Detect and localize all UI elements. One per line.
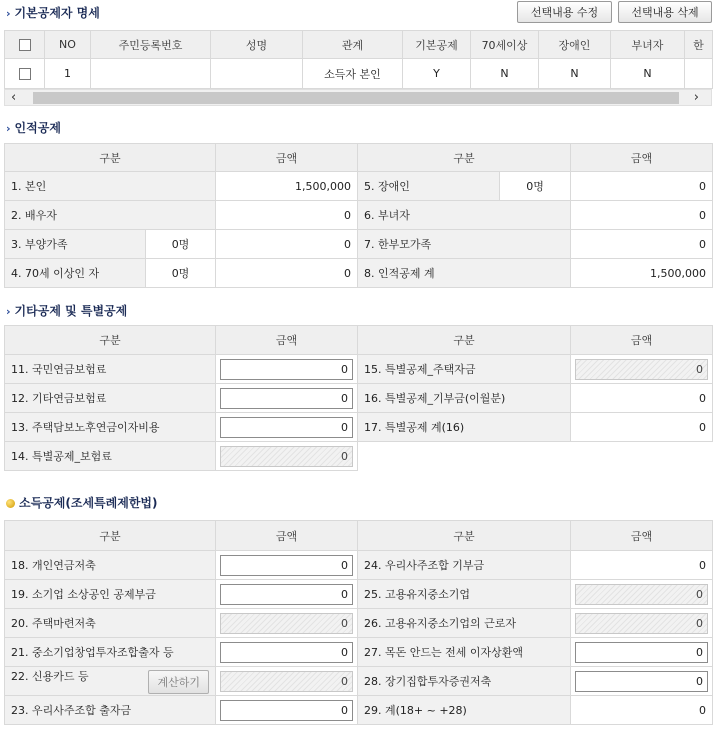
col-header-gubun: 구분 (358, 521, 571, 551)
label-venture-investment: 21. 중소기업창업투자조합출자 등 (5, 638, 216, 667)
label-housing-savings: 20. 주택마련저축 (5, 609, 216, 638)
label-reverse-mortgage: 13. 주택담보노후연금이자비용 (5, 413, 216, 442)
scroll-left-icon[interactable]: ‹ (11, 90, 17, 105)
col-header-over70: 70세이상 (471, 31, 539, 59)
col-header-amount: 금액 (571, 326, 713, 355)
cell-no: 1 (45, 59, 91, 89)
col-header-gubun: 구분 (5, 326, 216, 355)
col-header-amount: 금액 (216, 144, 358, 172)
insurance-input: 0 (220, 446, 353, 467)
venture-investment-input[interactable]: 0 (220, 642, 353, 663)
esop-contribution-input[interactable]: 0 (220, 700, 353, 721)
scroll-right-icon[interactable]: › (693, 90, 699, 105)
value-donation-carryover: 0 (571, 384, 713, 413)
section-title-other-special: › 기타공제 및 특별공제 (6, 304, 128, 318)
cell-rrn (91, 59, 211, 89)
label-credit-card: 22. 신용카드 등 계산하기 (5, 667, 216, 696)
value-esop-donation: 0 (571, 551, 713, 580)
count-disabled: 0명 (500, 172, 571, 201)
label-insurance: 14. 특별공제_보험료 (5, 442, 216, 471)
col-header-truncated: 한 (685, 31, 713, 59)
value-single-parent: 0 (571, 230, 713, 259)
label-spouse: 2. 배우자 (5, 201, 216, 230)
count-dependents: 0명 (146, 230, 216, 259)
row-checkbox[interactable] (5, 59, 45, 89)
label-personal-pension: 18. 개인연금저축 (5, 551, 216, 580)
value-income-total: 0 (571, 696, 713, 725)
value-personal-total: 1,500,000 (571, 259, 713, 288)
jeonse-interest-input[interactable]: 0 (575, 642, 708, 663)
chevron-right-icon: › (6, 122, 11, 135)
section-title-personal-deduction: › 인적공제 (6, 121, 61, 135)
section-title-income-deduction: 소득공제(조세특례제한법) (6, 494, 157, 511)
label-long-term-fund: 28. 장기집합투자증권저축 (358, 667, 571, 696)
label-single-parent: 7. 한부모가족 (358, 230, 571, 259)
label-jeonse-interest: 27. 목돈 안드는 전세 이자상환액 (358, 638, 571, 667)
count-over70: 0명 (146, 259, 216, 288)
credit-card-input: 0 (220, 671, 353, 692)
other-pension-input[interactable]: 0 (220, 388, 353, 409)
delete-selected-button[interactable]: 선택내용 삭제 (618, 1, 712, 23)
edit-selected-button[interactable]: 선택내용 수정 (517, 1, 612, 23)
value-dependents: 0 (216, 230, 358, 259)
label-dependents: 3. 부양가족 (5, 230, 146, 259)
label-employment-retention-sme: 25. 고용유지중소기업 (358, 580, 571, 609)
calculate-button[interactable]: 계산하기 (148, 670, 209, 694)
scrollbar-thumb[interactable] (33, 92, 679, 104)
label-self: 1. 본인 (5, 172, 216, 201)
reverse-mortgage-input[interactable]: 0 (220, 417, 353, 438)
personal-deduction-table (4, 143, 713, 288)
personal-pension-input[interactable]: 0 (220, 555, 353, 576)
col-header-amount: 금액 (216, 521, 358, 551)
label-special-total: 17. 특별공제 계(16) (358, 413, 571, 442)
label-other-pension: 12. 기타연금보험료 (5, 384, 216, 413)
housing-savings-input: 0 (220, 613, 353, 634)
col-header-gubun: 구분 (358, 326, 571, 355)
cell-truncated (685, 59, 713, 89)
value-disabled: 0 (571, 172, 713, 201)
cell-name (211, 59, 303, 89)
employment-retention-sme-input: 0 (575, 584, 708, 605)
label-housing-fund: 15. 특별공제_주택자금 (358, 355, 571, 384)
cell-disabled: N (539, 59, 611, 89)
label-donation-carryover: 16. 특별공제_기부금(이월분) (358, 384, 571, 413)
value-over70: 0 (216, 259, 358, 288)
label-over70: 4. 70세 이상인 자 (5, 259, 146, 288)
col-header-rrn: 주민등록번호 (91, 31, 211, 59)
cell-basic: Y (403, 59, 471, 89)
col-header-no: NO (45, 31, 91, 59)
value-special-total: 0 (571, 413, 713, 442)
value-woman: 0 (571, 201, 713, 230)
employment-retention-worker-input: 0 (575, 613, 708, 634)
label-income-total: 29. 계(18+ ~ +28) (358, 696, 571, 725)
col-header-amount: 금액 (571, 521, 713, 551)
national-pension-input[interactable]: 0 (220, 359, 353, 380)
value-spouse: 0 (216, 201, 358, 230)
col-header-disabled: 장애인 (539, 31, 611, 59)
label-disabled: 5. 장애인 (358, 172, 500, 201)
label-woman: 6. 부녀자 (358, 201, 571, 230)
col-header-relation: 관계 (303, 31, 403, 59)
cell-relation: 소득자 본인 (303, 59, 403, 89)
label-esop-contribution: 23. 우리사주조합 출자금 (5, 696, 216, 725)
other-special-table (4, 325, 713, 471)
label-personal-total: 8. 인적공제 계 (358, 259, 571, 288)
small-business-mutual-input[interactable]: 0 (220, 584, 353, 605)
col-header-amount: 금액 (216, 326, 358, 355)
chevron-right-icon: › (6, 7, 11, 20)
long-term-fund-input[interactable]: 0 (575, 671, 708, 692)
income-deduction-table (4, 520, 713, 725)
basic-deduction-table (4, 30, 713, 89)
cell-over70: N (471, 59, 539, 89)
housing-fund-input: 0 (575, 359, 708, 380)
col-header-gubun: 구분 (5, 144, 216, 172)
col-header-gubun: 구분 (5, 521, 216, 551)
label-esop-donation: 24. 우리사주조합 기부금 (358, 551, 571, 580)
label-national-pension: 11. 국민연금보험료 (5, 355, 216, 384)
col-header-woman: 부녀자 (611, 31, 685, 59)
coin-icon (6, 499, 15, 508)
label-employment-retention-worker: 26. 고용유지중소기업의 근로자 (358, 609, 571, 638)
label-small-business-mutual: 19. 소기업 소상공인 공제부금 (5, 580, 216, 609)
col-header-amount: 금액 (571, 144, 713, 172)
select-all-checkbox[interactable] (5, 31, 45, 59)
value-self: 1,500,000 (216, 172, 358, 201)
cell-woman: N (611, 59, 685, 89)
col-header-basic: 기본공제 (403, 31, 471, 59)
section-title-basic-deduction: › 기본공제자 명세 (6, 6, 100, 20)
chevron-right-icon: › (6, 305, 11, 318)
table-row[interactable] (5, 59, 713, 89)
horizontal-scrollbar[interactable] (4, 89, 712, 106)
col-header-name: 성명 (211, 31, 303, 59)
col-header-gubun: 구분 (358, 144, 571, 172)
